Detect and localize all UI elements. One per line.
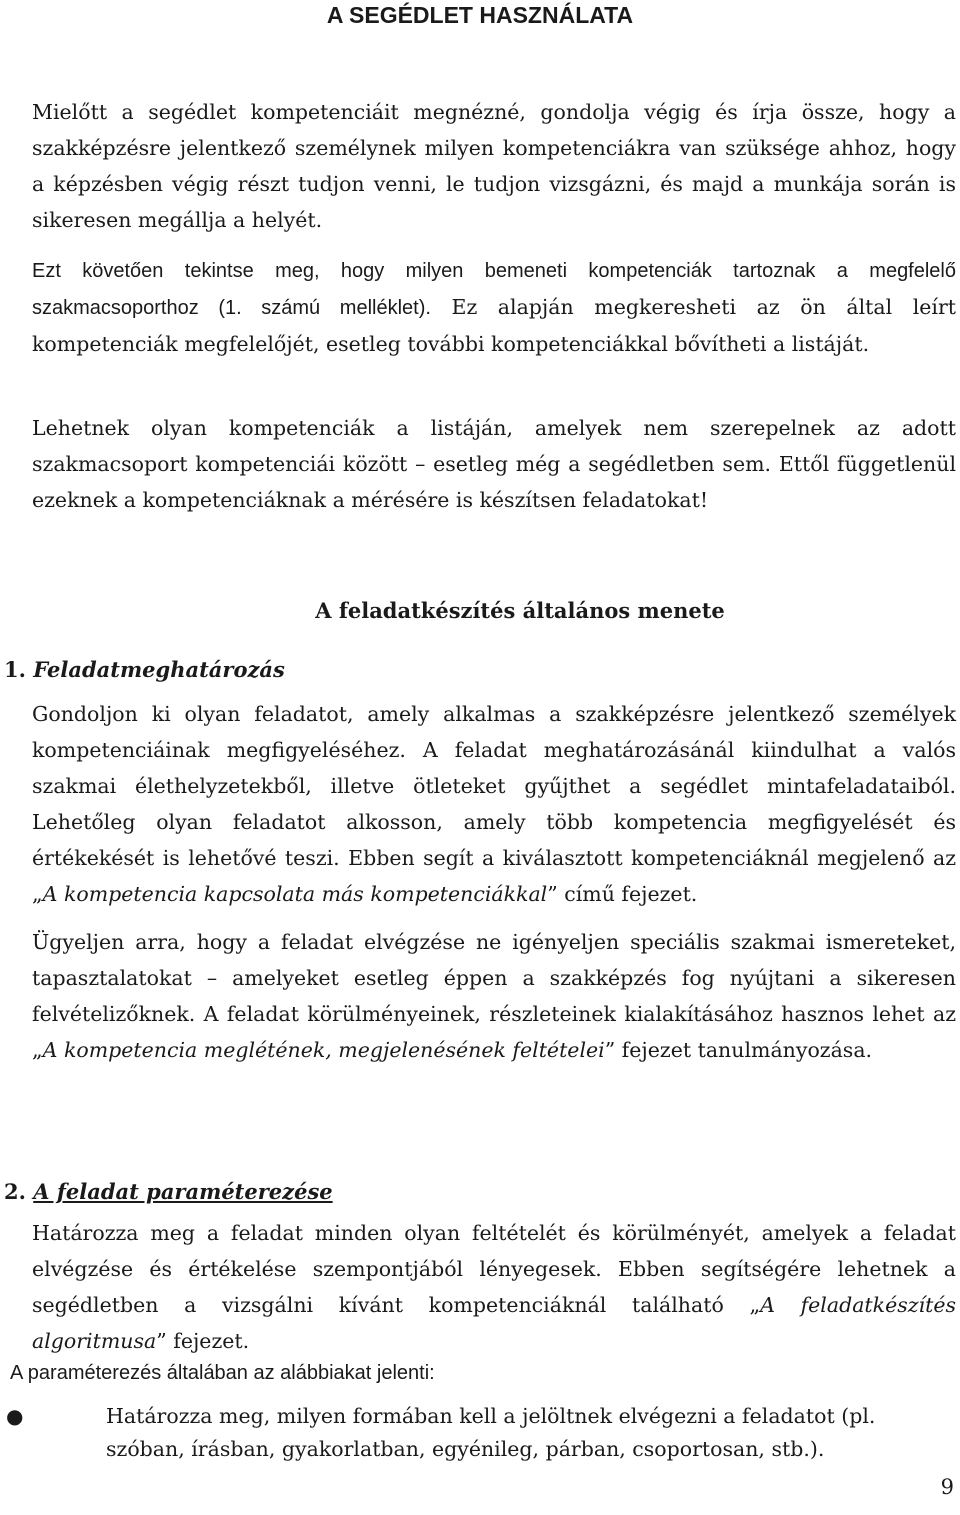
section-1-paragraph-1-reference: A kompetencia kapcsolata más kompetenciákkal <box>42 882 548 906</box>
section-2-paragraph-1-reference: A feladatkészítés algoritmusa <box>32 1293 956 1353</box>
section-1-paragraph-2-reference: A kompetencia meglétének, megjelenésének feltételei <box>42 1038 605 1062</box>
section-1-paragraph-1 <box>32 696 956 912</box>
page-title: A SEGÉDLET HASZNÁLATA <box>326 2 634 28</box>
intro-paragraph-3: Lehetnek olyan kompetenciák a listáján, amelyek nem szerepelnek az adott szakmacsoport kompetenciái között – esetleg még a segédletben sem. Ettől függetlenül ezeknek a kompetenciáknak a mérésére is készítsen feladatokat! <box>32 416 956 512</box>
section-1-paragraph-2-end: ” fejezet tanulmányozása. <box>604 1038 873 1062</box>
section-1-heading <box>4 655 285 685</box>
section-1-paragraph-2 <box>32 924 956 1068</box>
general-process-heading: A feladatkészítés általános menete <box>315 598 725 623</box>
section-2-heading <box>4 1177 333 1207</box>
section-1-paragraph-1-end: ” című fejezet. <box>547 882 698 906</box>
section-2-paragraph-2: A paraméterezés általában az alábbiakat jelenti: <box>10 1362 435 1384</box>
section-2-number: 2. <box>4 1179 26 1204</box>
intro-paragraph-2-first-sentence: Ezt követően tekintse meg, hogy milyen bemeneti kompetenciák tartoznak a megfelelő szakmacsoporthoz (1. számú melléklet). <box>32 260 956 319</box>
intro-paragraph-2-rest: Ez alapján megkeresheti az ön által leírt kompetenciák megfelelőjét, esetleg további kompetenciákkal bővítheti a listáját. <box>32 295 956 356</box>
page-number: 9 <box>940 1475 954 1499</box>
section-1-paragraph-2-text: Ügyeljen arra, hogy a feladat elvégzése ne igényeljen speciális szakmai ismereteket, tapasztalatokat – amelyeket esetleg éppen a szakképzés fog nyújtani a sikeresen felvételizőknek. A feladat körülményeinek, részleteinek kialakításához hasznos lehet az „ <box>32 930 956 1062</box>
intro-paragraph-1: Mielőtt a segédlet kompetenciáit megnézné, gondolja végig és írja össze, hogy a szakképzésre jelentkező személynek milyen kompetenciákra van szüksége ahhoz, hogy a képzésben végig részt tudjon venni, le tudjon vizsgázni, és majd a munkája során is sikeresen megállja a helyét. <box>32 100 956 232</box>
section-1-number: 1. <box>4 657 26 682</box>
section-1-title: Feladatmeghatározás <box>33 657 285 682</box>
list-item-text: Határozza meg, milyen formában kell a jelöltnek elvégezni a feladatot (pl. szóban, írásban, gyakorlatban, egyénileg, párban, csoportosan, stb.). <box>106 1404 876 1461</box>
bullet-icon: ● <box>6 1404 24 1428</box>
section-1-paragraph-1-text: Gondoljon ki olyan feladatot, amely alkalmas a szakképzésre jelentkező személyek kompetenciáinak megfigyeléséhez. A feladat meghatározásánál kiindulhat a valós szakmai élethelyzetekből, illetve ötleteket gyűjthet a segédlet mintafeladataiból. Lehetőleg olyan feladatot alkosson, amely több kompetencia megfigyelését és értékekését is lehetővé teszi. Ebben segít a kiválasztott kompetenciáknál megjelenő az „ <box>32 702 956 906</box>
intro-paragraph-2 <box>32 252 956 362</box>
section-2-paragraph-1 <box>32 1215 956 1359</box>
section-2-paragraph-1-text: Határozza meg a feladat minden olyan feltételét és körülményét, amelyek a feladat elvégzése és értékelése szempontjából lényegesek. Ebben segítségére lehetnek a segédletben a vizsgálni kívánt kompetenciáknál található „ <box>32 1221 956 1317</box>
section-2-paragraph-1-end: ” fejezet. <box>156 1329 250 1353</box>
section-2-title: A feladat paraméterezése <box>33 1179 333 1204</box>
list-item <box>6 1400 954 1466</box>
